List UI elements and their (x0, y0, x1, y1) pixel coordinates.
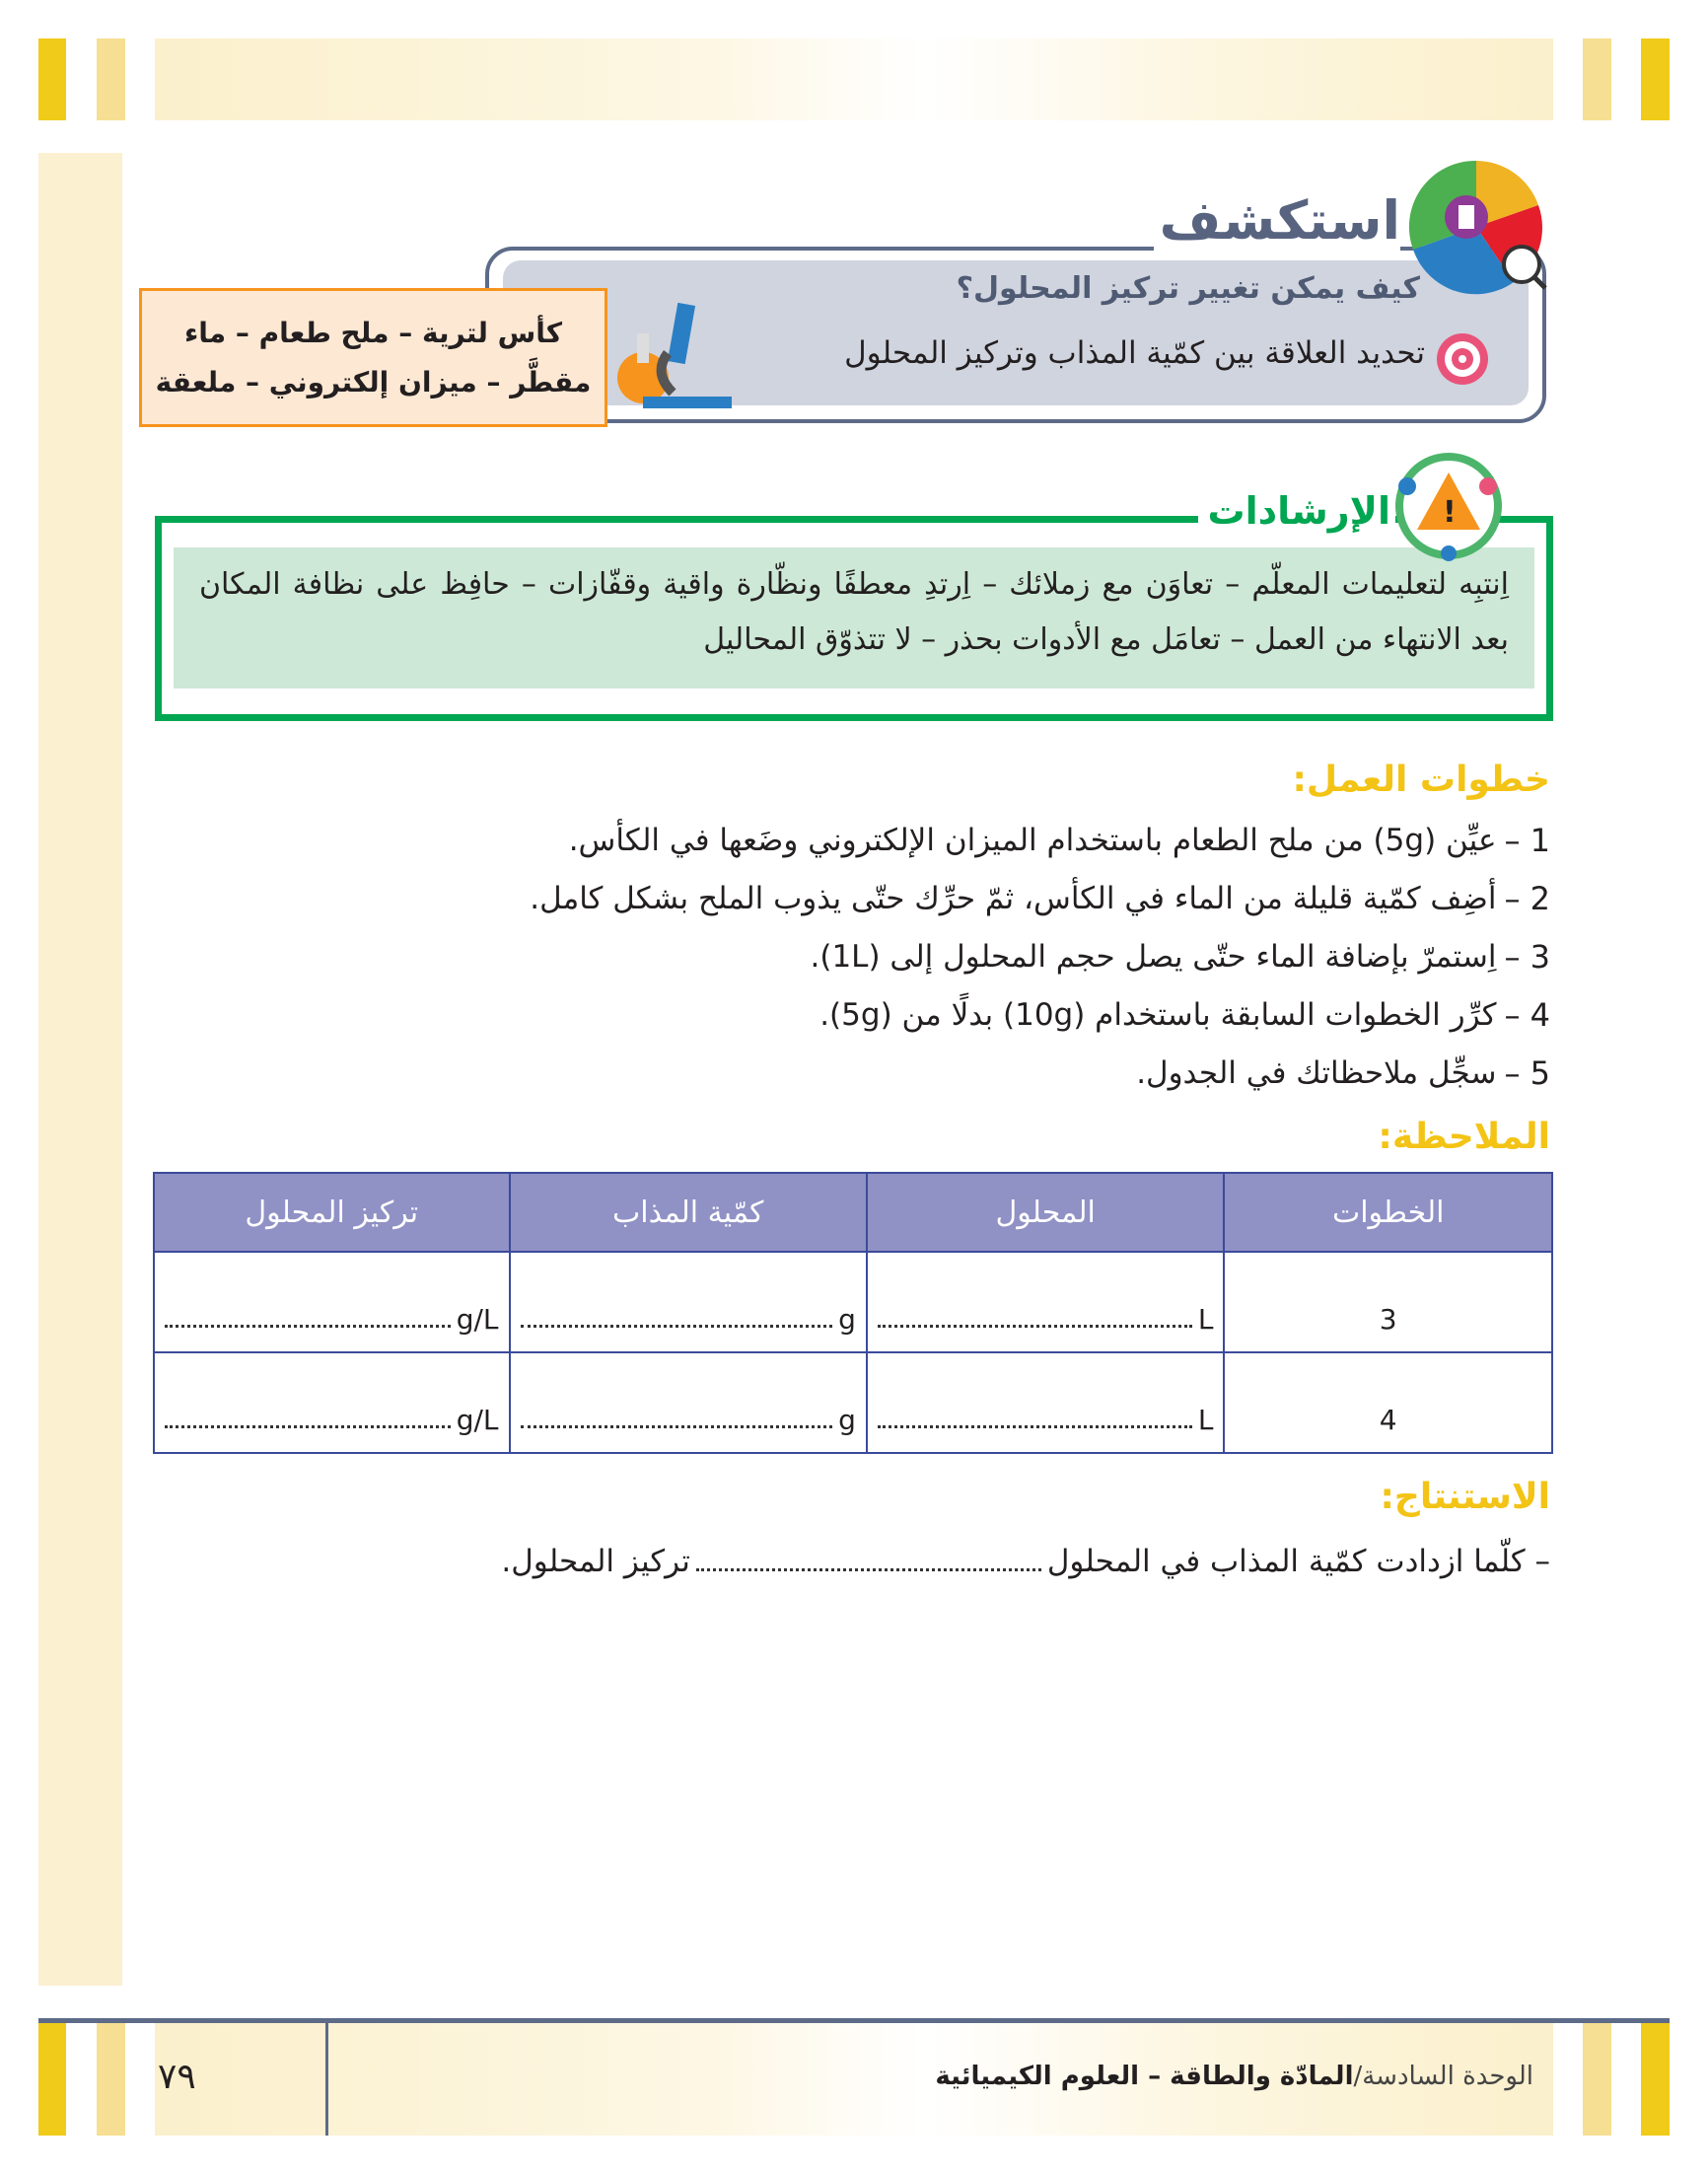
unit-label: g (838, 1404, 856, 1436)
step-number: 3 – (1504, 937, 1550, 976)
decor-bar (38, 2023, 66, 2136)
decor-bar (38, 38, 66, 120)
materials-box (139, 288, 607, 427)
materials-line: مقطَّر – ميزان إلكتروني – ملعقة (155, 365, 592, 399)
footer-text (690, 2062, 1533, 2091)
step-text: كرِّر الخطوات السابقة باستخدام (10g) بدلًا من (5g). (819, 996, 1497, 1033)
target-icon (1435, 331, 1490, 387)
step-item (296, 985, 1550, 1044)
table-header-row (154, 1173, 1552, 1252)
solution-cell[interactable] (867, 1252, 1224, 1352)
observation-table (153, 1172, 1553, 1454)
step-cell: 3 (1224, 1252, 1552, 1352)
section-title: استكشف (1159, 189, 1400, 252)
steps-list (296, 811, 1550, 1102)
step-item (296, 869, 1550, 927)
objective-text: تحديد العلاقة بين كمّية المذاب وتركيز المحلول (844, 335, 1425, 371)
decor-bar (1583, 2023, 1611, 2136)
conclusion-heading: الاستنتاج: (1380, 1477, 1550, 1517)
decor-bar (1641, 38, 1670, 120)
decor-bar (1641, 2023, 1670, 2136)
materials-line: كأس لترية – ملح طعام – ماء (183, 316, 563, 349)
step-text: أضِف كمّية قليلة من الماء في الكأس، ثمّ حرِّك حتّى يذوب الملح بشكل كامل. (530, 880, 1497, 916)
svg-text:!: ! (1443, 495, 1457, 530)
step-number: 2 – (1504, 879, 1550, 917)
page-number: ٧٩ (158, 2057, 196, 2097)
step-item (296, 927, 1550, 985)
unit-label: g (838, 1303, 856, 1336)
column-header: كمّية المذاب (510, 1173, 867, 1252)
conclusion-prefix: – كلّما ازدادت كمّية المذاب في المحلول (1046, 1543, 1550, 1579)
unit-label: L (1197, 1404, 1214, 1436)
step-number: 4 – (1504, 995, 1550, 1034)
step-item (296, 1044, 1550, 1102)
concentration-cell[interactable] (154, 1252, 510, 1352)
step-text: اِستمرّ بإضافة الماء حتّى يصل حجم المحلول إلى (1L). (810, 938, 1497, 975)
concentration-cell[interactable] (154, 1352, 510, 1453)
solution-cell[interactable] (867, 1352, 1224, 1453)
warning-icon (1393, 451, 1504, 561)
microscope-icon (613, 294, 737, 412)
footer-subject: المادّة والطاقة – العلوم الكيميائية (935, 2062, 1354, 2091)
step-text: سجِّل ملاحظاتك في الجدول. (1136, 1054, 1497, 1091)
column-header: تركيز المحلول (154, 1173, 510, 1252)
safety-box (155, 516, 1553, 721)
unit-label: L (1197, 1303, 1214, 1336)
unit-label: g/L (456, 1303, 499, 1336)
step-text: عيِّن (5g) من ملح الطعام باستخدام الميزان الإلكتروني وضَعها في الكأس. (568, 822, 1497, 858)
step-number: 5 – (1504, 1053, 1550, 1092)
table-row (154, 1352, 1552, 1453)
observation-heading: الملاحظة: (1378, 1117, 1550, 1157)
column-header: المحلول (867, 1173, 1224, 1252)
step-item (296, 811, 1550, 869)
question-text: كيف يمكن تغيير تركيز المحلول؟ (956, 271, 1420, 306)
side-strip (38, 153, 122, 1986)
step-number: 1 – (1504, 821, 1550, 859)
conclusion-suffix: تركيز المحلول. (501, 1543, 690, 1579)
table-row (154, 1252, 1552, 1352)
footer-divider (325, 2023, 328, 2136)
safety-title: الإرشادات (1207, 489, 1390, 533)
step-cell: 4 (1224, 1352, 1552, 1453)
header-band (155, 38, 1553, 120)
safety-text: اِنتبِه لتعليمات المعلّم – تعاوَن مع زملائك – اِرتدِ معطفًا ونظّارة واقية وقفّازات – حافِظ على نظافة المكان بعد الانتهاء من العمل – تعامَل مع الأدوات بحذر – لا تتذوّق المحاليل (174, 547, 1534, 689)
unit-label: g/L (456, 1404, 499, 1436)
explore-icon (1405, 156, 1548, 299)
footer-unit: الوحدة السادسة/ (1353, 2062, 1533, 2091)
conclusion-line (296, 1532, 1550, 1590)
decor-bar (97, 38, 125, 120)
conclusion-blank[interactable] (696, 1552, 1041, 1571)
steps-heading: خطوات العمل: (1292, 760, 1550, 800)
decor-bar (97, 2023, 125, 2136)
decor-bar (1583, 38, 1611, 120)
column-header: الخطوات (1224, 1173, 1552, 1252)
solute-cell[interactable] (510, 1252, 867, 1352)
solute-cell[interactable] (510, 1352, 867, 1453)
